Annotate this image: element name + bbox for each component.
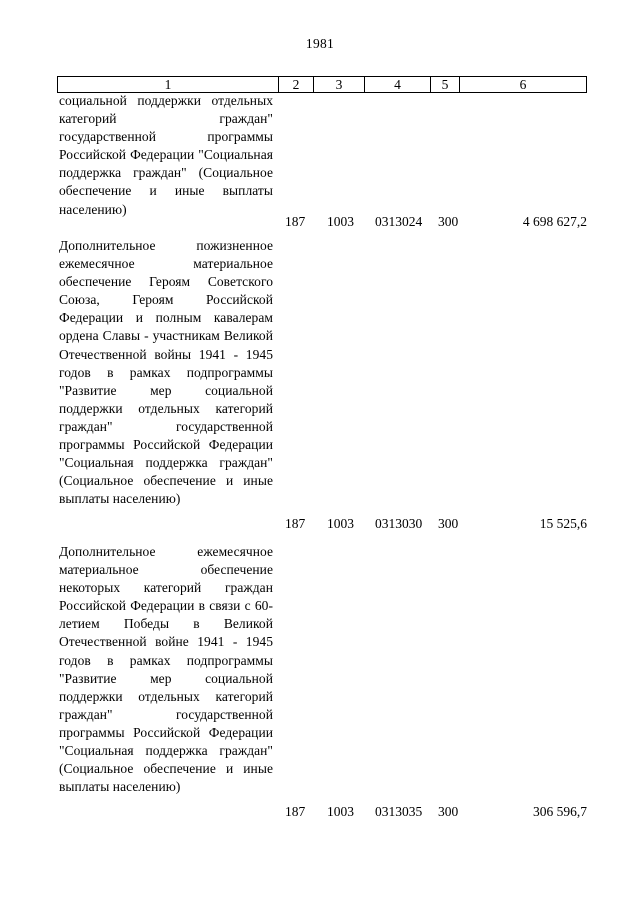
cell-ministry-code: 187 [285,214,306,229]
cell-amount: 4 698 627,2 [522,214,587,229]
row-values [59,213,587,231]
cell-ministry-code: 187 [285,804,306,819]
column-header-4: 4 [365,77,431,92]
page-number: 1981 [305,36,335,51]
row-values [59,803,587,821]
cell-section-code: 1003 [327,804,354,819]
cell-amount: 306 596,7 [533,804,587,819]
column-header-2: 2 [279,77,314,92]
cell-expense-type: 300 [438,214,459,229]
row-description: Дополнительное пожизненное ежемесячное материальное обеспечение Героям Советского Союза, Героям Российской Федерации и полным кавалерам ордена Славы - участникам Великой Отечественной войны 1941 - 1945 годов в рамках подпрограммы "Развитие мер социальной поддержки отдельных категорий граждан" государственной программы Российской Федерации "Социальная поддержка граждан" (Социальное обеспечение и иные выплаты населению) [59,238,273,507]
cell-target-article: 0313030 [375,516,423,531]
cell-section-code: 1003 [327,214,354,229]
column-header-6: 6 [519,77,527,92]
column-header-1: 1 [58,77,279,92]
table-header-row [57,76,587,93]
cell-ministry-code: 187 [285,516,306,531]
column-header-3: 3 [314,77,365,92]
cell-section-code: 1003 [327,516,354,531]
cell-target-article: 0313024 [375,214,423,229]
cell-target-article: 0313035 [375,804,423,819]
row-values [59,515,587,533]
cell-expense-type: 300 [438,516,459,531]
row-description: Дополнительное ежемесячное материальное обеспечение некоторых категорий граждан Российской Федерации в связи с 60-летием Победы в Великой Отечественной войне 1941 - 1945 годов в рамках подпрограммы "Развитие мер социальной поддержки отдельных категорий граждан" государственной программы Российской Федерации "Социальная поддержка граждан" (Социальное обеспечение и иные выплаты населению) [59,544,273,795]
column-header-5: 5 [431,77,460,92]
cell-expense-type: 300 [438,804,459,819]
row-description: социальной поддержки отдельных категорий граждан" государственной программы Российской Федерации "Социальная поддержка граждан" (Социальное обеспечение и иные выплаты населению) [59,93,273,217]
cell-amount: 15 525,6 [539,516,587,531]
